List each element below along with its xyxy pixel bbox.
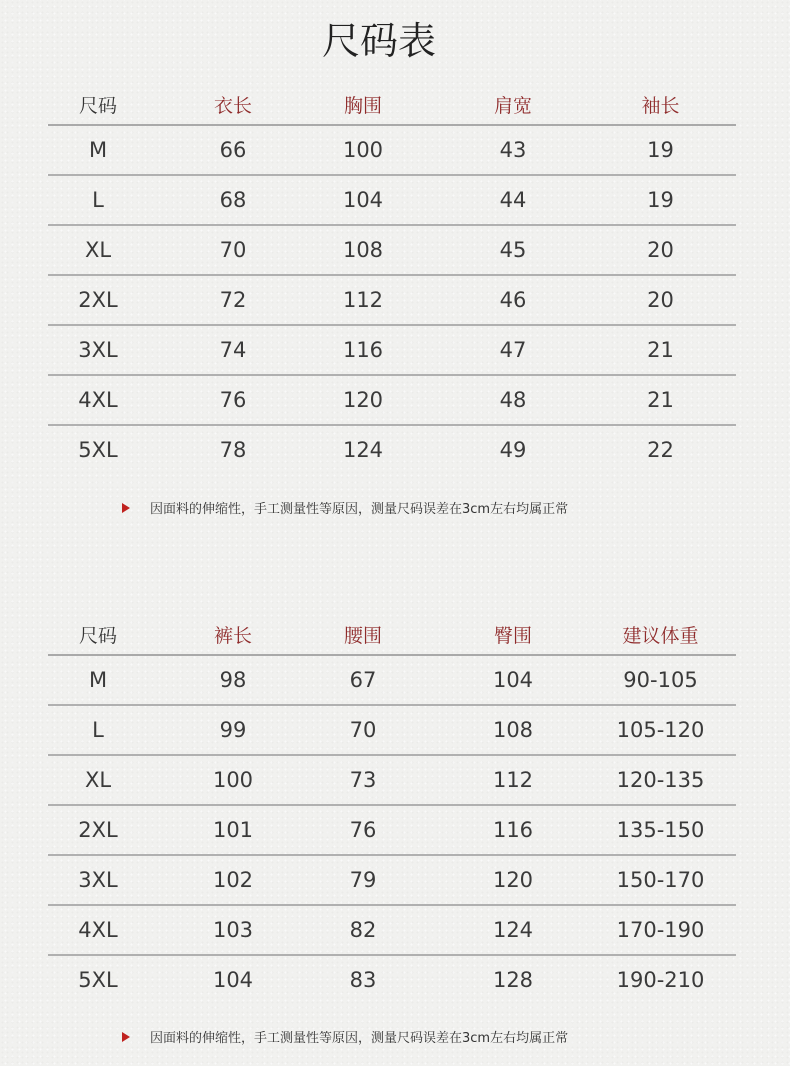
cell-shoulder: 48	[499, 388, 527, 412]
top-size-table	[48, 84, 736, 474]
cell-sleeve: 20	[647, 288, 674, 312]
table-row	[48, 756, 736, 806]
cell-pants-length: 104	[212, 968, 254, 992]
cell-hip: 104	[492, 668, 534, 692]
cell-length: 66	[219, 138, 247, 162]
table-row	[48, 226, 736, 276]
cell-size: M	[88, 668, 108, 692]
header-size: 尺码	[78, 624, 117, 647]
cell-hip: 112	[492, 768, 534, 792]
cell-weight: 190-210	[616, 968, 705, 992]
cell-shoulder: 49	[499, 438, 527, 462]
cell-hip: 128	[492, 968, 534, 992]
header-weight: 建议体重	[622, 624, 699, 647]
cell-pants-length: 103	[212, 918, 254, 942]
cell-weight: 120-135	[616, 768, 705, 792]
cell-chest: 116	[342, 338, 384, 362]
cell-hip: 108	[492, 718, 534, 742]
table-row	[48, 376, 736, 426]
header-sleeve: 袖长	[641, 94, 680, 117]
table-row	[48, 806, 736, 856]
cell-shoulder: 45	[499, 238, 527, 262]
cell-length: 68	[219, 188, 247, 212]
cell-pants-length: 98	[219, 668, 247, 692]
cell-size: 2XL	[78, 288, 118, 312]
table-row	[48, 856, 736, 906]
cell-hip: 124	[492, 918, 534, 942]
cell-size: XL	[84, 768, 112, 792]
cell-size: XL	[84, 238, 112, 262]
cell-sleeve: 22	[647, 438, 674, 462]
table-row	[48, 276, 736, 326]
cell-shoulder: 47	[499, 338, 527, 362]
cell-shoulder: 46	[499, 288, 527, 312]
red-arrow-icon	[122, 1032, 130, 1042]
table-header	[48, 84, 736, 126]
cell-waist: 76	[349, 818, 377, 842]
cell-size: 2XL	[78, 818, 118, 842]
cell-size: L	[92, 188, 104, 212]
cell-pants-length: 99	[219, 718, 247, 742]
header-waist: 腰围	[343, 624, 382, 647]
table-row	[48, 906, 736, 956]
table-header	[48, 614, 736, 656]
cell-weight: 135-150	[616, 818, 705, 842]
note-text: 因面料的伸缩性，手工测量性等原因，测量尺码误差在3cm左右均属正常	[150, 502, 569, 517]
table-row	[48, 656, 736, 706]
table-row	[48, 326, 736, 376]
cell-chest: 104	[342, 188, 384, 212]
cell-sleeve: 21	[647, 338, 674, 362]
cell-hip: 116	[492, 818, 534, 842]
cell-shoulder: 43	[499, 138, 527, 162]
note-text: 因面料的伸缩性，手工测量性等原因，测量尺码误差在3cm左右均属正常	[150, 1031, 569, 1046]
cell-waist: 67	[349, 668, 377, 692]
measurement-note	[122, 498, 568, 517]
cell-size: M	[88, 138, 108, 162]
header-hip: 臀围	[493, 624, 532, 647]
cell-chest: 124	[342, 438, 384, 462]
cell-waist: 79	[349, 868, 377, 892]
cell-sleeve: 21	[647, 388, 674, 412]
cell-size: 4XL	[78, 388, 118, 412]
cell-size: 4XL	[78, 918, 118, 942]
red-arrow-icon	[122, 503, 130, 513]
cell-size: L	[92, 718, 104, 742]
cell-weight: 170-190	[616, 918, 705, 942]
cell-weight: 90-105	[623, 668, 698, 692]
cell-waist: 82	[349, 918, 377, 942]
measurement-note	[122, 1027, 568, 1046]
bottom-size-table	[48, 614, 736, 1004]
cell-pants-length: 100	[212, 768, 254, 792]
cell-size: 5XL	[78, 968, 118, 992]
cell-chest: 120	[342, 388, 384, 412]
table-row	[48, 706, 736, 756]
cell-length: 72	[219, 288, 247, 312]
cell-size: 3XL	[78, 868, 118, 892]
cell-length: 78	[219, 438, 247, 462]
cell-length: 70	[219, 238, 247, 262]
cell-sleeve: 20	[647, 238, 674, 262]
table-row	[48, 426, 736, 474]
header-size: 尺码	[78, 94, 117, 117]
cell-hip: 120	[492, 868, 534, 892]
cell-size: 3XL	[78, 338, 118, 362]
cell-waist: 70	[349, 718, 377, 742]
cell-chest: 100	[342, 138, 384, 162]
cell-chest: 112	[342, 288, 384, 312]
table-row	[48, 126, 736, 176]
cell-weight: 150-170	[616, 868, 705, 892]
cell-length: 76	[219, 388, 247, 412]
cell-sleeve: 19	[647, 188, 674, 212]
page-title: 尺码表	[321, 19, 436, 63]
cell-pants-length: 101	[212, 818, 254, 842]
header-length: 衣长	[213, 94, 252, 117]
cell-shoulder: 44	[499, 188, 527, 212]
cell-chest: 108	[342, 238, 384, 262]
header-chest: 胸围	[343, 94, 382, 117]
table-row	[48, 956, 736, 1004]
cell-length: 74	[219, 338, 247, 362]
cell-weight: 105-120	[616, 718, 705, 742]
table-row	[48, 176, 736, 226]
cell-pants-length: 102	[212, 868, 254, 892]
cell-size: 5XL	[78, 438, 118, 462]
header-pants-length: 裤长	[213, 624, 252, 647]
cell-waist: 83	[349, 968, 377, 992]
cell-sleeve: 19	[647, 138, 674, 162]
header-shoulder: 肩宽	[493, 94, 532, 117]
cell-waist: 73	[349, 768, 377, 792]
